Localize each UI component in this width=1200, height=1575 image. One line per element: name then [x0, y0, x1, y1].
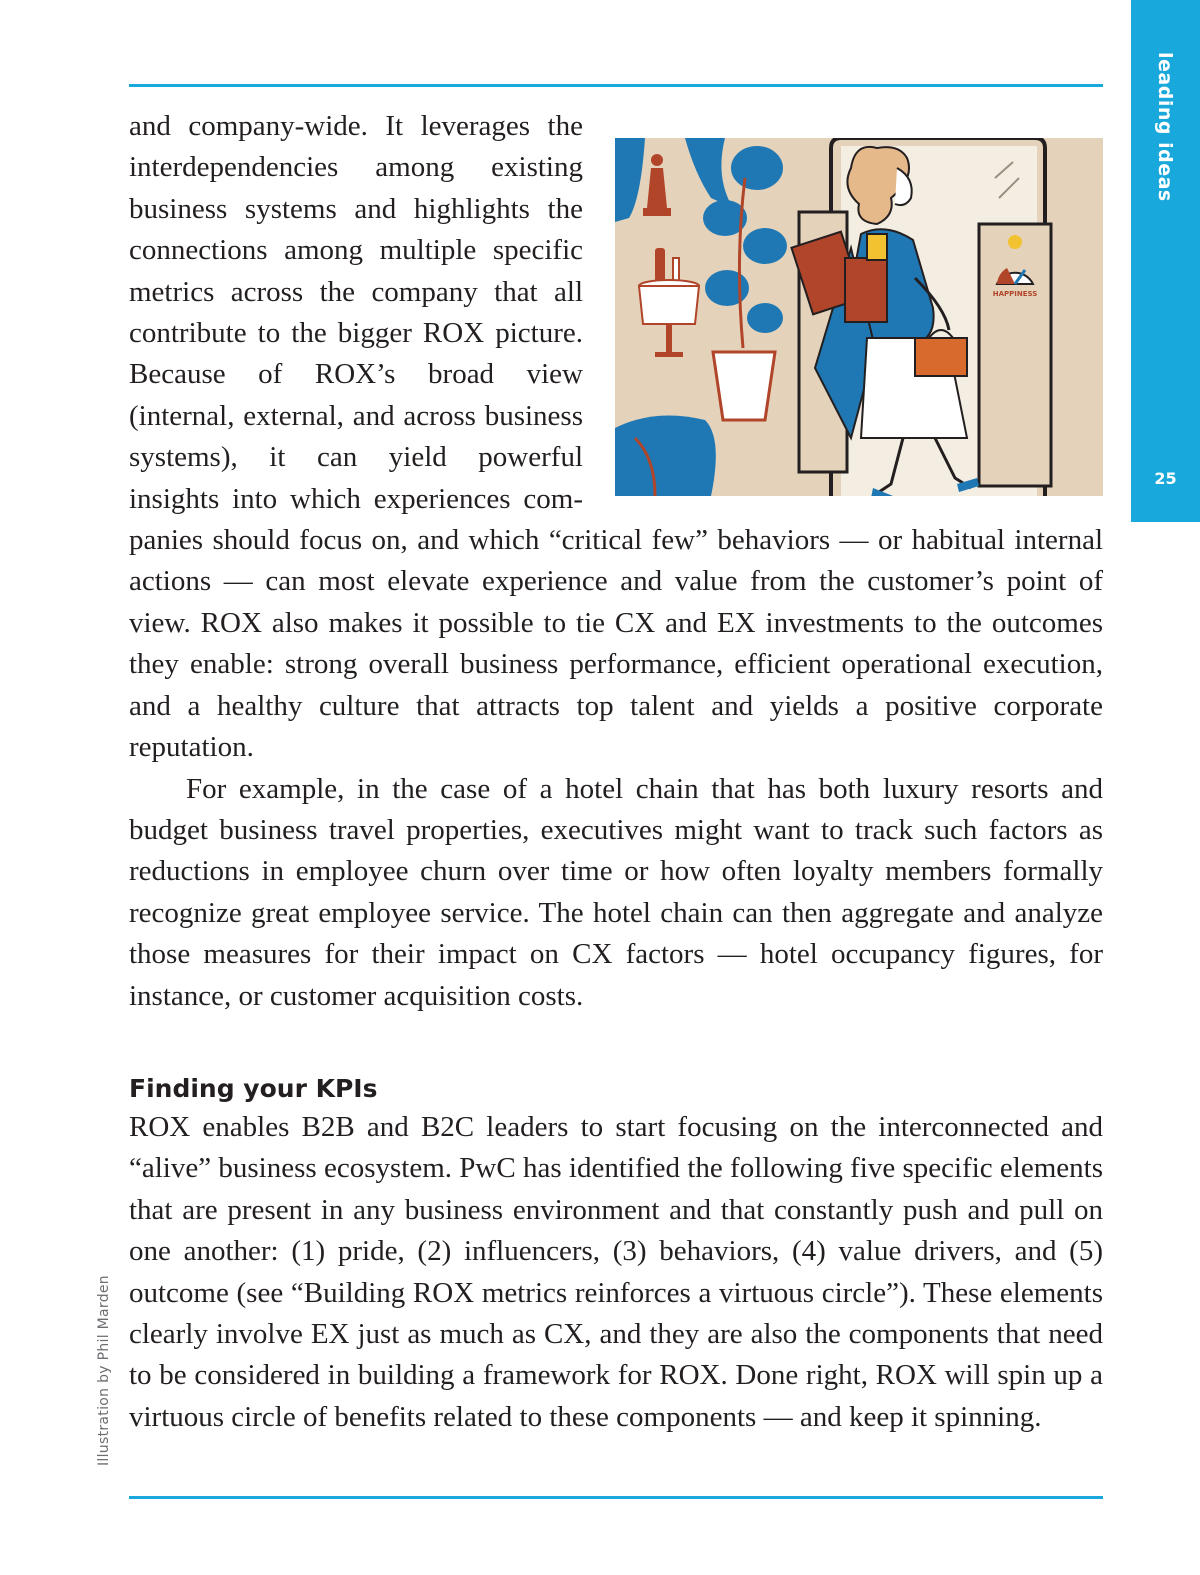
illustration — [615, 138, 1103, 496]
happiness-meter-icon — [979, 224, 1051, 486]
top-rule — [129, 84, 1103, 87]
subhead-finding-kpis: Finding your KPIs — [129, 1073, 378, 1103]
section-tab — [1131, 0, 1200, 522]
illustration-credit: Illustration by Phil Marden — [96, 1275, 112, 1466]
paragraph-3: ROX enables B2B and B2C leaders to start focusing on the interconnected and “alive” business ecosystem. PwC has identified the following five specific elements that are present in any business environment and that constantly push and pull on one another: (1) pride, (2) influencers, (3) behaviors, (4) value drivers, and (5) outcome (see “Building ROX metrics reinforces a virtuous circle”). These elements clearly involve EX just as much as CX, and they are also the components that need to be considered in building a framework for ROX. Done right, ROX will spin up a virtuous circle of benefits related to these components — and keep it spinning. — [129, 1110, 1103, 1433]
paragraph-1: and company-wide. It leverages the interdependencies among existing business systems and highlights the connections among multiple specific metrics across the company that all contribute to the bigger ROX picture. Because of ROX’s broad view (internal, external, and across business systems), it can yield powerful insights into which experiences companies should focus on, and which “critical few” behaviors — or habitual internal actions — can most elevate experience and value from the customer’s point of view. ROX also makes it possible to tie CX and EX investments to the outcomes they enable: strong overall business performance, efficient operational execution, and a healthy culture that attracts top talent and yields a positive corporate reputation. — [129, 110, 1103, 764]
article-body — [129, 106, 1103, 1438]
page-number: 25 — [1154, 469, 1177, 488]
gauge-label: HAPPINESS — [992, 290, 1038, 298]
paragraph-2: For example, in the case of a hotel chain that has both luxury resorts and budget business travel properties, executives might want to track such factors as reductions in employee churn over time or how often loyalty members formally recognize great employee service. The hotel chain can then aggregate and analyze those measures for their impact on CX factors — hotel occupancy figures, for instance, or customer acquisition costs. — [129, 772, 1103, 1012]
bottom-rule — [129, 1496, 1103, 1499]
illustration-woman-shopping — [615, 138, 1103, 496]
section-label: leading ideas — [1154, 52, 1176, 202]
